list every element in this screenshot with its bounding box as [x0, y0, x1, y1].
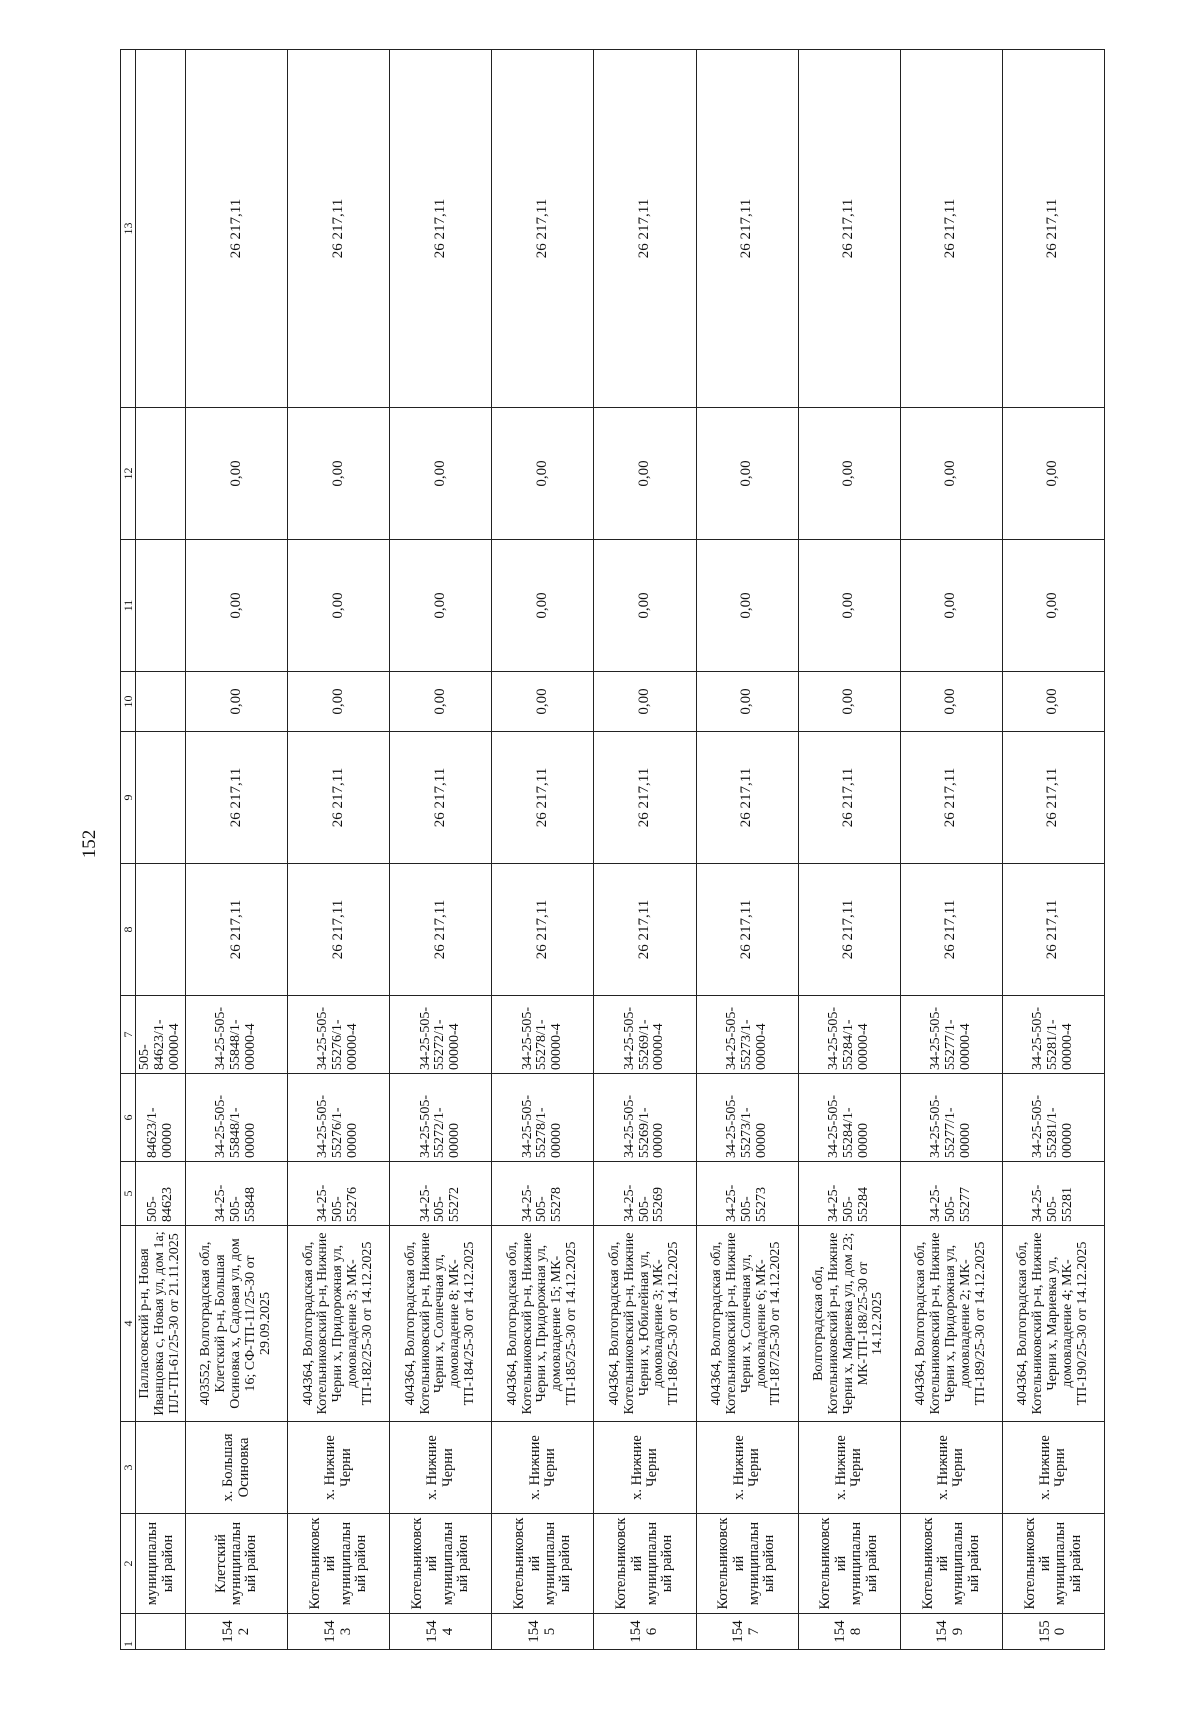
amount-cell: 0,00 — [798, 408, 900, 540]
amount-cell: 26 217,11 — [594, 732, 696, 864]
amount-cell: 0,00 — [696, 672, 798, 732]
amount-cell: 26 217,11 — [186, 732, 288, 864]
amount-cell: 26 217,11 — [1002, 732, 1104, 864]
amount-cell: 26 217,11 — [798, 864, 900, 996]
code-cell: 34-25-505-55281 — [1002, 1162, 1104, 1226]
code-cell: 34-25-505-55284/1-00000-4 — [798, 996, 900, 1074]
table-row — [900, 50, 1002, 1650]
amount-cell: 26 217,11 — [492, 864, 594, 996]
row-number: 1549 — [900, 1614, 1002, 1650]
code-cell: 34-25-505-55277/1-00000 — [900, 1074, 1002, 1162]
code-cell: 34-25-505-55272/1-00000-4 — [390, 996, 492, 1074]
rotated-table-container — [120, 50, 1105, 1650]
table-row — [288, 50, 390, 1650]
amount-cell: 26 217,11 — [1002, 50, 1104, 408]
code-cell: 34-25-505-55276/1-00000 — [288, 1074, 390, 1162]
table-row — [390, 50, 492, 1650]
amount-cell: 26 217,11 — [900, 732, 1002, 864]
amount-cell: 26 217,11 — [492, 50, 594, 408]
code-cell: 34-25-505-55276 — [288, 1162, 390, 1226]
settlement-cell — [136, 1422, 186, 1514]
amount-cell: 0,00 — [186, 672, 288, 732]
district-cell: Котельниковский муниципальный район — [390, 1514, 492, 1614]
amount-cell: 26 217,11 — [390, 732, 492, 864]
settlement-cell: х. Нижние Черни — [390, 1422, 492, 1514]
code-cell: 34-25-505-55278/1-00000 — [492, 1074, 594, 1162]
amount-cell — [136, 864, 186, 996]
amount-cell: 26 217,11 — [594, 864, 696, 996]
column-number: 3 — [121, 1422, 136, 1514]
amount-cell: 0,00 — [288, 540, 390, 672]
district-cell: Котельниковский муниципальный район — [288, 1514, 390, 1614]
amount-cell: 26 217,11 — [798, 732, 900, 864]
code-cell: 505-84623/1-00000-4 — [136, 996, 186, 1074]
address-cell: 404364, Волгоградская обл, Котельниковский р-н, Нижние Черни х, Юбилейная ул, домовладение 3; МК-ТП-186/25-30 от 14.12.2025 — [594, 1226, 696, 1422]
amount-cell: 0,00 — [288, 408, 390, 540]
settlement-cell: х. Нижние Черни — [492, 1422, 594, 1514]
amount-cell: 26 217,11 — [186, 864, 288, 996]
column-number-row — [121, 50, 136, 1650]
row-number: 1546 — [594, 1614, 696, 1650]
amount-cell: 26 217,11 — [594, 50, 696, 408]
amount-cell: 0,00 — [492, 540, 594, 672]
column-number: 2 — [121, 1514, 136, 1614]
code-cell: 34-25-505-55273/1-00000-4 — [696, 996, 798, 1074]
table-row-continued — [136, 50, 186, 1650]
settlement-cell: х. Нижние Черни — [900, 1422, 1002, 1514]
row-number: 1544 — [390, 1614, 492, 1650]
amount-cell: 0,00 — [492, 408, 594, 540]
row-number — [136, 1614, 186, 1650]
amount-cell: 0,00 — [1002, 672, 1104, 732]
amount-cell: 26 217,11 — [696, 50, 798, 408]
district-cell: муниципальный район — [136, 1514, 186, 1614]
row-number: 1547 — [696, 1614, 798, 1650]
amount-cell — [136, 672, 186, 732]
settlement-cell: х. Нижние Черни — [696, 1422, 798, 1514]
amount-cell: 26 217,11 — [186, 50, 288, 408]
district-cell: Клетский муниципальный район — [186, 1514, 288, 1614]
code-cell: 34-25-505-55284 — [798, 1162, 900, 1226]
column-number: 12 — [121, 408, 136, 540]
table-row — [492, 50, 594, 1650]
settlement-cell: х. Нижние Черни — [798, 1422, 900, 1514]
amount-cell: 0,00 — [696, 408, 798, 540]
code-cell: 34-25-505-55272/1-00000 — [390, 1074, 492, 1162]
table-row — [186, 50, 288, 1650]
column-number: 7 — [121, 996, 136, 1074]
amount-cell: 26 217,11 — [1002, 864, 1104, 996]
amount-cell: 26 217,11 — [696, 864, 798, 996]
column-number: 5 — [121, 1162, 136, 1226]
code-cell: 34-25-505-55269 — [594, 1162, 696, 1226]
amount-cell — [136, 732, 186, 864]
amount-cell: 0,00 — [390, 540, 492, 672]
code-cell: 34-25-505-55848/1-00000-4 — [186, 996, 288, 1074]
code-cell: 34-25-505-55848/1-00000 — [186, 1074, 288, 1162]
code-cell: 34-25-505-55272 — [390, 1162, 492, 1226]
settlement-cell: х. Нижние Черни — [288, 1422, 390, 1514]
row-number: 1543 — [288, 1614, 390, 1650]
code-cell: 34-25-505-55273/1-00000 — [696, 1074, 798, 1162]
address-cell: 403552, Волгоградская обл, Клетский р-н, Большая Осиновка х, Садовая ул, дом 16; СФ-ТП-11/25-30 от 29.09.2025 — [186, 1226, 288, 1422]
code-cell: 34-25-505-55269/1-00000-4 — [594, 996, 696, 1074]
amount-cell: 0,00 — [1002, 408, 1104, 540]
amount-cell — [136, 50, 186, 408]
amount-cell: 0,00 — [288, 672, 390, 732]
code-cell: 34-25-505-55278/1-00000-4 — [492, 996, 594, 1074]
code-cell: 34-25-505-55284/1-00000 — [798, 1074, 900, 1162]
amount-cell: 26 217,11 — [696, 732, 798, 864]
amount-cell: 0,00 — [900, 408, 1002, 540]
amount-cell: 0,00 — [900, 672, 1002, 732]
column-number: 13 — [121, 50, 136, 408]
district-cell: Котельниковский муниципальный район — [798, 1514, 900, 1614]
code-cell: 34-25-505-55276/1-00000-4 — [288, 996, 390, 1074]
amount-cell: 0,00 — [1002, 540, 1104, 672]
table-row — [798, 50, 900, 1650]
column-number: 6 — [121, 1074, 136, 1162]
amount-cell: 0,00 — [798, 672, 900, 732]
amount-cell: 0,00 — [492, 672, 594, 732]
address-cell: 404364, Волгоградская обл, Котельниковский р-н, Нижние Черни х, Солнечная ул, домовладение 8; МК-ТП-184/25-30 от 14.12.2025 — [390, 1226, 492, 1422]
district-cell: Котельниковский муниципальный район — [1002, 1514, 1104, 1614]
row-number: 1548 — [798, 1614, 900, 1650]
row-number: 1545 — [492, 1614, 594, 1650]
amount-cell: 26 217,11 — [798, 50, 900, 408]
code-cell: 34-25-505-55277 — [900, 1162, 1002, 1226]
column-number: 10 — [121, 672, 136, 732]
district-cell: Котельниковский муниципальный район — [492, 1514, 594, 1614]
code-cell: 505-84623 — [136, 1162, 186, 1226]
amount-cell: 26 217,11 — [288, 864, 390, 996]
code-cell: 34-25-505-55281/1-00000 — [1002, 1074, 1104, 1162]
code-cell: 34-25-505-55277/1-00000-4 — [900, 996, 1002, 1074]
address-cell: 404364, Волгоградская обл, Котельниковский р-н, Нижние Черни х, Придорожная ул, домовладение 15; МК-ТП-185/25-30 от 14.12.2025 — [492, 1226, 594, 1422]
district-cell: Котельниковский муниципальный район — [594, 1514, 696, 1614]
amount-cell — [136, 540, 186, 672]
column-number: 8 — [121, 864, 136, 996]
address-cell: 404364, Волгоградская обл, Котельниковский р-н, Нижние Черни х, Придорожная ул, домовладение 2; МК-ТП-189/25-30 от 14.12.2025 — [900, 1226, 1002, 1422]
address-cell: Волгоградская обл, Котельниковский р-н, Нижние Черни х, Мариевка ул, дом 23; МК-ТП-188/25-30 от 14.12.2025 — [798, 1226, 900, 1422]
amount-cell: 0,00 — [594, 672, 696, 732]
column-number: 11 — [121, 540, 136, 672]
row-number: 1550 — [1002, 1614, 1104, 1650]
amount-cell: 0,00 — [798, 540, 900, 672]
amount-cell: 0,00 — [186, 408, 288, 540]
address-cell: 404364, Волгоградская обл, Котельниковский р-н, Нижние Черни х, Придорожная ул, домовладение 3; МК-ТП-182/25-30 от 14.12.2025 — [288, 1226, 390, 1422]
amount-cell: 26 217,11 — [390, 50, 492, 408]
amount-cell: 0,00 — [900, 540, 1002, 672]
amount-cell: 0,00 — [390, 408, 492, 540]
amount-cell: 0,00 — [390, 672, 492, 732]
amount-cell: 26 217,11 — [288, 732, 390, 864]
column-number: 4 — [121, 1226, 136, 1422]
table-row — [1002, 50, 1104, 1650]
district-cell: Котельниковский муниципальный район — [900, 1514, 1002, 1614]
data-table — [120, 49, 1105, 1650]
code-cell: 84623/1-00000 — [136, 1074, 186, 1162]
amount-cell: 26 217,11 — [900, 50, 1002, 408]
code-cell: 34-25-505-55269/1-00000 — [594, 1074, 696, 1162]
amount-cell — [136, 408, 186, 540]
address-cell: 404364, Волгоградская обл, Котельниковский р-н, Нижние Черни х, Мариевка ул, домовладение 4; МК-ТП-190/25-30 от 14.12.2025 — [1002, 1226, 1104, 1422]
amount-cell: 0,00 — [696, 540, 798, 672]
settlement-cell: х. Нижние Черни — [1002, 1422, 1104, 1514]
address-cell: Палласовский р-н, Новая Иванцовка с, Новая ул, дом 1а; ПЛ-ТП-61/25-30 от 21.11.2025 — [136, 1226, 186, 1422]
code-cell: 34-25-505-55278 — [492, 1162, 594, 1226]
amount-cell: 26 217,11 — [492, 732, 594, 864]
row-number: 1542 — [186, 1614, 288, 1650]
amount-cell: 0,00 — [594, 540, 696, 672]
amount-cell: 26 217,11 — [390, 864, 492, 996]
settlement-cell: х. Большая Осиновка — [186, 1422, 288, 1514]
amount-cell: 26 217,11 — [288, 50, 390, 408]
code-cell: 34-25-505-55848 — [186, 1162, 288, 1226]
amount-cell: 0,00 — [594, 408, 696, 540]
amount-cell: 0,00 — [186, 540, 288, 672]
table-row — [594, 50, 696, 1650]
settlement-cell: х. Нижние Черни — [594, 1422, 696, 1514]
address-cell: 404364, Волгоградская обл, Котельниковский р-н, Нижние Черни х, Солнечная ул, домовладение 6; МК-ТП-187/25-30 от 14.12.2025 — [696, 1226, 798, 1422]
page-number: 152 — [79, 829, 100, 859]
column-number: 9 — [121, 732, 136, 864]
table-row — [696, 50, 798, 1650]
amount-cell: 26 217,11 — [900, 864, 1002, 996]
code-cell: 34-25-505-55273 — [696, 1162, 798, 1226]
district-cell: Котельниковский муниципальный район — [696, 1514, 798, 1614]
column-number: 1 — [121, 1614, 136, 1650]
code-cell: 34-25-505-55281/1-00000-4 — [1002, 996, 1104, 1074]
